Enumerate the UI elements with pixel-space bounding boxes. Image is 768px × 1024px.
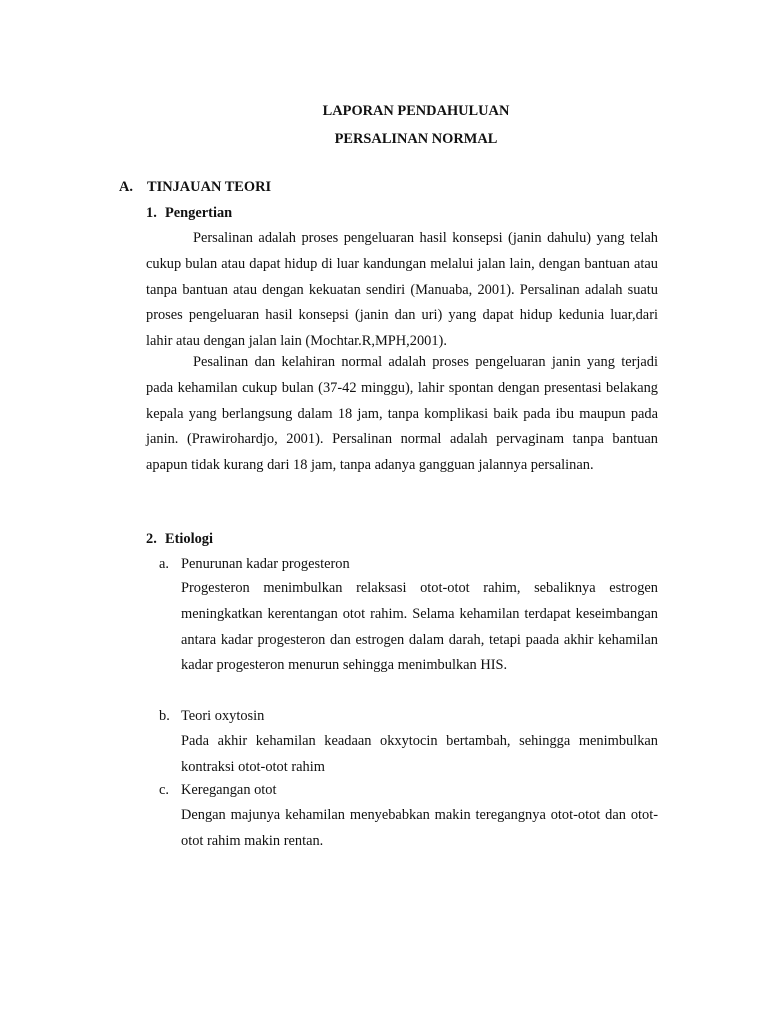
list-item-title: Penurunan kadar progesteron bbox=[181, 556, 350, 572]
list-item-heading bbox=[159, 782, 277, 799]
subsection-title: Pengertian bbox=[165, 205, 233, 221]
list-item-title: Teori oxytosin bbox=[181, 708, 265, 724]
list-item-heading bbox=[159, 556, 350, 573]
list-item-text: Progesteron menimbulkan relaksasi otot-otot rahim, sebaliknya estrogen meningkatkan kerentangan otot rahim. Selama kehamilan terdapat keseimbangan antara kadar progesteron dan estrogen dalam darah, tetapi paada akhir kehamilan kadar progesteron menurun sehingga menimbulkan HIS. bbox=[181, 580, 658, 674]
document-title: LAPORAN PENDAHULUAN bbox=[322, 103, 510, 119]
paragraph: Persalinan adalah proses pengeluaran hasil konsepsi (janin dahulu) yang telah cukup bulan atau dapat hidup di luar kandungan melalui jalan lain, dengan bantuan atau tanpa bantuan atau dengan kekuatan sendiri (Manuaba, 2001). Persalinan adalah suatu proses pengeluaran hasil konsepsi (janin dan uri) yang dapat hidup kedunia luar,dari lahir atau dengan jalan lain (Mochtar.R,MPH,2001). bbox=[146, 230, 658, 350]
list-item-text: Pada akhir kehamilan keadaan okxytocin bertambah, sehingga menimbulkan kontraksi otot-otot rahim bbox=[181, 733, 658, 775]
document-subtitle: PERSALINAN NORMAL bbox=[334, 131, 498, 147]
list-item-letter: a. bbox=[159, 556, 169, 572]
list-item-letter: b. bbox=[159, 708, 170, 724]
subsection-heading-pengertian bbox=[146, 205, 232, 222]
section-title: TINJAUAN TEORI bbox=[147, 179, 272, 195]
subsection-number: 2. bbox=[146, 531, 157, 547]
list-item-text: Dengan majunya kehamilan menyebabkan makin teregangnya otot-otot dan otot-otot rahim makin rentan. bbox=[181, 807, 658, 849]
section-heading-a bbox=[119, 179, 271, 196]
list-item-letter: c. bbox=[159, 782, 169, 798]
subsection-heading-etiologi bbox=[146, 531, 213, 548]
list-item-title: Keregangan otot bbox=[181, 782, 277, 798]
subsection-number: 1. bbox=[146, 205, 157, 221]
section-marker: A. bbox=[119, 179, 133, 195]
subsection-title: Etiologi bbox=[165, 531, 213, 547]
paragraph: Pesalinan dan kelahiran normal adalah proses pengeluaran janin yang terjadi pada kehamilan cukup bulan (37-42 minggu), lahir spontan dengan presentasi belakang kepala yang berlangsung dalam 18 jam, tanpa komplikasi baik pada ibu maupun pada janin. (Prawirohardjo, 2001). Persalinan normal adalah pervaginam tanpa bantuan apapun tidak kurang dari 18 jam, tanpa adanya gangguan jalannya persalinan. bbox=[146, 354, 658, 474]
list-item-heading bbox=[159, 708, 264, 725]
